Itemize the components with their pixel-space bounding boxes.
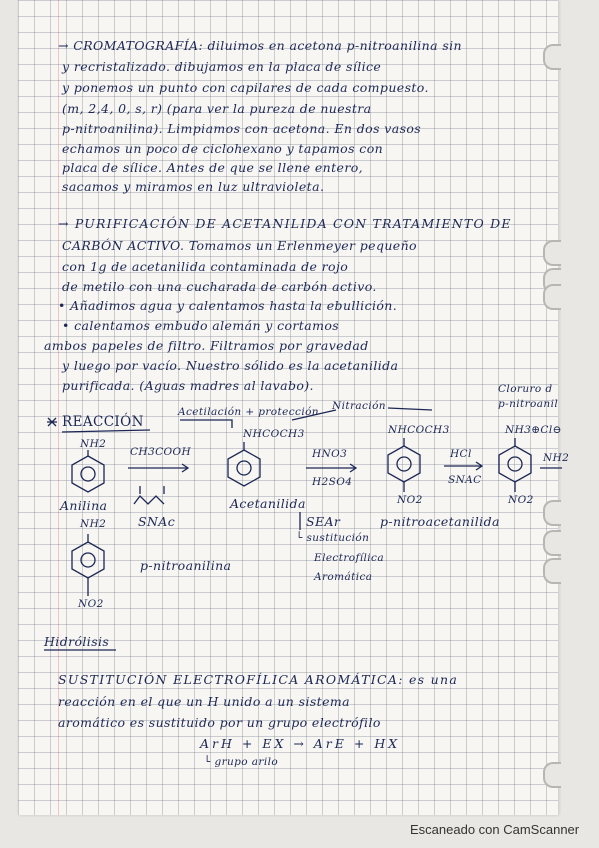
purif-line-8: y luego por vacío. Nuestro sólido es la acetanilida bbox=[62, 358, 399, 373]
sear-desc-2: Electrofílica bbox=[314, 552, 384, 564]
product-nh2-label: NH2 bbox=[543, 452, 570, 464]
bottom-nh2-label: NH2 bbox=[80, 518, 107, 530]
purif-line-4: de metilo con una cucharada de carbón activo. bbox=[62, 279, 377, 294]
reaction-arrow-3 bbox=[444, 462, 482, 470]
nitro-group-label-2: NO2 bbox=[508, 494, 534, 506]
sustitucion-line-2: reacción en el que un H unido a un sistema bbox=[58, 694, 350, 709]
acetanilide-substituent: NHCOCH3 bbox=[243, 428, 305, 440]
label-anilina: Anilina bbox=[60, 498, 108, 513]
label-p-nitroanilina: p-nitroanilina bbox=[140, 558, 232, 573]
anilinium-substituent: NH3⊕Cl⊖ bbox=[505, 424, 562, 436]
nitro-group-label: NO2 bbox=[397, 494, 423, 506]
purif-line-1: → PURIFICACIÓN DE ACETANILIDA CON TRATAMIENTO DE bbox=[58, 216, 512, 231]
crom-line-7: placa de sílice. Antes de que se llene entero, bbox=[62, 160, 364, 175]
reagent-snac: SNAC bbox=[448, 474, 482, 486]
reaction-label-nitration: Nitración bbox=[332, 400, 386, 412]
label-sear: SEAr bbox=[306, 514, 341, 529]
label-acetanilida: Acetanilida bbox=[230, 496, 306, 511]
crom-line-8: sacamos y miramos en luz ultravioleta. bbox=[62, 179, 325, 194]
reagent-hcl: HCl bbox=[450, 448, 472, 460]
purif-line-5: • Añadimos agua y calentamos hasta la ebullición. bbox=[58, 298, 398, 313]
label-p-nitroacetanilida: p-nitroacetanilida bbox=[380, 514, 500, 529]
purif-line-6: • calentamos embudo alemán y cortamos bbox=[62, 318, 340, 333]
purif-line-2: CARBÓN ACTIVO. Tomamos un Erlenmeyer pequeño bbox=[62, 238, 417, 253]
cloruro-line-2: p-nitroanil bbox=[498, 398, 559, 410]
reaction-arrow-2 bbox=[306, 464, 356, 472]
reagent-acetic-acid: CH3COOH bbox=[130, 446, 192, 458]
benzene-ring-anilinium bbox=[499, 446, 531, 482]
label-snac: SNAc bbox=[138, 514, 176, 529]
title-underline bbox=[62, 430, 150, 432]
sear-desc-3: Aromática bbox=[314, 571, 373, 583]
crom-line-5: p-nitroanilina). Limpiamos con acetona. En dos vasos bbox=[62, 121, 422, 136]
benzene-ring-nitroacetanilide bbox=[388, 446, 420, 482]
reaction-title: REACCIÓN bbox=[62, 414, 144, 430]
purif-line-7: ambos papeles de filtro. Filtramos por gravedad bbox=[44, 338, 369, 353]
reagent-sulfuric-acid: H2SO4 bbox=[312, 476, 353, 488]
reaction-label-acetylation: Acetilación + protección bbox=[178, 406, 319, 418]
scanner-watermark: Escaneado con CamScanner bbox=[410, 822, 580, 837]
benzene-ring-p-nitroanilina bbox=[72, 542, 104, 578]
crom-line-3: y ponemos un punto con capilares de cada compuesto. bbox=[62, 80, 429, 95]
crom-line-2: y recristalizado. dibujamos en la placa de sílice bbox=[62, 59, 382, 74]
aromatic-circle bbox=[81, 467, 95, 481]
sear-desc-1: └ sustitución bbox=[296, 532, 370, 544]
reaction-arrow-1 bbox=[128, 464, 188, 472]
purif-line-9: purificada. (Aguas madres al lavabo). bbox=[62, 378, 314, 393]
reagent-nitric-acid: HNO3 bbox=[312, 448, 348, 460]
benzene-ring-aniline bbox=[72, 456, 104, 492]
equation: ArH + EX → ArE + HX bbox=[200, 736, 401, 751]
crom-line-4: (m, 2,4, 0, s, r) (para ver la pureza de nuestra bbox=[62, 101, 372, 116]
cloruro-line-1: Cloruro d bbox=[498, 383, 553, 395]
sustitucion-line-3: aromático es sustituido por un grupo electrófilo bbox=[58, 715, 381, 730]
sustitucion-line-1: SUSTITUCIÓN ELECTROFÍLICA AROMÁTICA: es una bbox=[58, 672, 459, 687]
equation-note: └ grupo arilo bbox=[204, 756, 279, 768]
nitroacetanilide-substituent: NHCOCH3 bbox=[388, 424, 450, 436]
aniline-nh2-label: NH2 bbox=[80, 438, 107, 450]
bottom-no2-label: NO2 bbox=[78, 598, 104, 610]
crom-line-6: echamos un poco de ciclohexano y tapamos con bbox=[62, 141, 384, 156]
crom-line-1: → CROMATOGRAFÍA: diluimos en acetona p-nitroanilina sin bbox=[58, 38, 462, 53]
label-hidrolisis: Hidrólisis bbox=[44, 634, 110, 649]
purif-line-3: con 1g de acetanilida contaminada de rojo bbox=[62, 259, 349, 274]
benzene-ring-acetanilide bbox=[228, 450, 260, 486]
